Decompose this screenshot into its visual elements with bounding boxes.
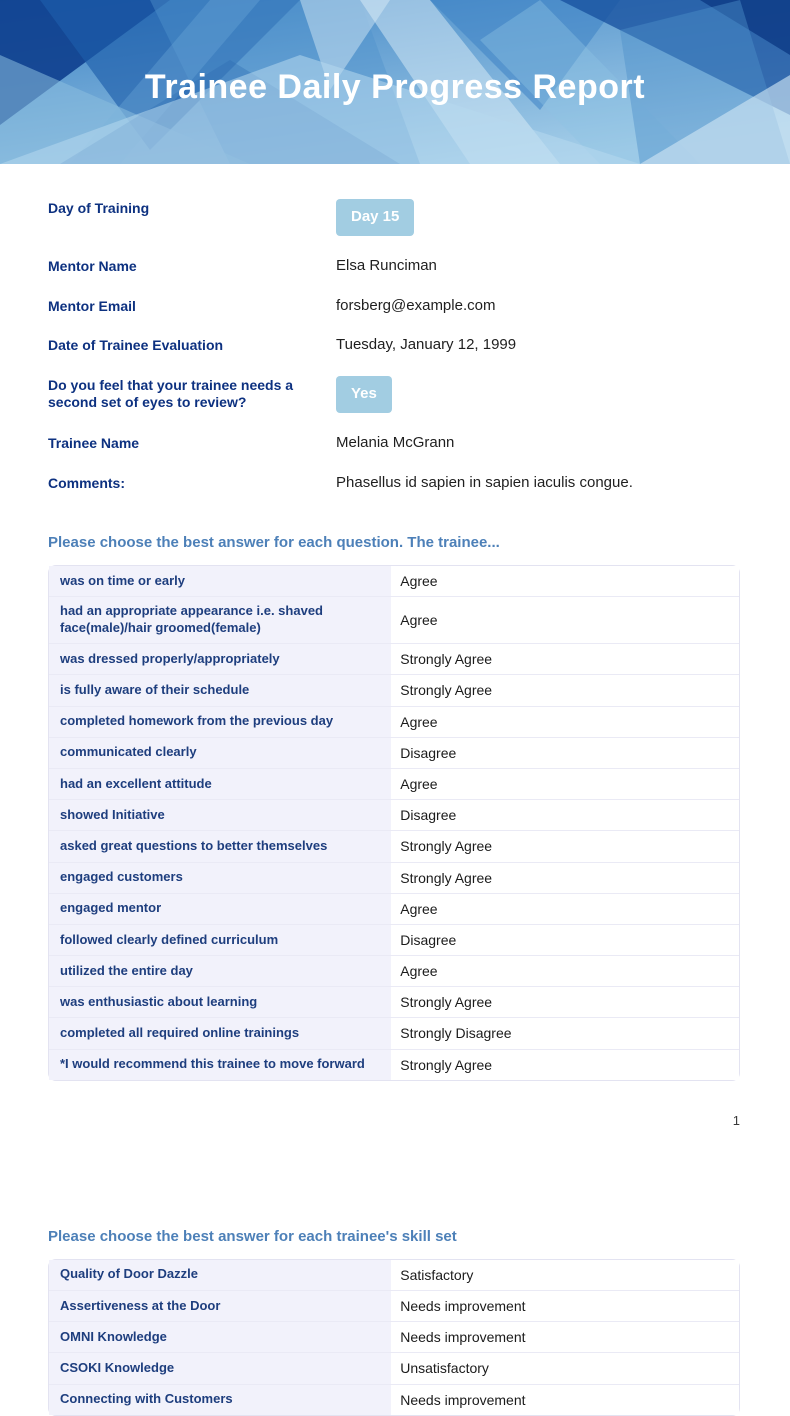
answer-cell: Strongly Agree <box>391 987 739 1018</box>
field-value-text: forsberg@example.com <box>336 296 496 314</box>
answer-cell: Strongly Disagree <box>391 1018 739 1049</box>
question-cell: Quality of Door Dazzle <box>49 1260 391 1291</box>
question-cell: had an excellent attitude <box>49 768 391 799</box>
field-value-badge: Day 15 <box>336 199 414 236</box>
question-cell: was enthusiastic about learning <box>49 987 391 1018</box>
answer-cell: Agree <box>391 597 739 644</box>
question-cell: was dressed properly/appropriately <box>49 644 391 675</box>
table-row <box>49 1384 739 1415</box>
table-row <box>49 1291 739 1322</box>
question-cell: asked great questions to better themselves <box>49 831 391 862</box>
field-value <box>336 433 740 453</box>
table-row <box>49 706 739 737</box>
answer-cell: Disagree <box>391 800 739 831</box>
field-row <box>48 198 740 236</box>
field-label: Do you feel that your trainee needs a second set of eyes to review? <box>48 377 294 411</box>
table-row <box>49 597 739 644</box>
question-cell: is fully aware of their schedule <box>49 675 391 706</box>
answer-cell: Strongly Agree <box>391 831 739 862</box>
answer-cell: Agree <box>391 768 739 799</box>
table-row <box>49 1049 739 1080</box>
answer-cell: Agree <box>391 706 739 737</box>
table-row <box>49 768 739 799</box>
table-row <box>49 675 739 706</box>
answer-cell: Strongly Agree <box>391 1049 739 1080</box>
table-row <box>49 737 739 768</box>
field-row <box>48 256 740 276</box>
field-row <box>48 473 740 493</box>
answer-cell: Strongly Agree <box>391 675 739 706</box>
table-row <box>49 566 739 597</box>
field-value <box>336 375 740 413</box>
answer-cell: Needs improvement <box>391 1291 739 1322</box>
field-label: Date of Trainee Evaluation <box>48 337 224 354</box>
table-row <box>49 1353 739 1384</box>
table-row <box>49 800 739 831</box>
question-cell: engaged customers <box>49 862 391 893</box>
table-row <box>49 956 739 987</box>
table-row <box>49 862 739 893</box>
field-value-text: Melania McGrann <box>336 433 455 451</box>
question-cell: followed clearly defined curriculum <box>49 924 391 955</box>
question-cell: was on time or early <box>49 566 391 597</box>
form-fields <box>48 198 740 492</box>
field-value <box>336 256 740 276</box>
question-cell: engaged mentor <box>49 893 391 924</box>
field-row <box>48 375 740 413</box>
answer-cell: Needs improvement <box>391 1384 739 1415</box>
table-row <box>49 924 739 955</box>
page-number: 1 <box>732 1112 740 1128</box>
answer-cell: Strongly Agree <box>391 644 739 675</box>
question-cell: showed Initiative <box>49 800 391 831</box>
question-cell: communicated clearly <box>49 737 391 768</box>
field-label: Mentor Name <box>48 257 137 274</box>
field-value-text: Tuesday, January 12, 1999 <box>336 336 517 354</box>
page-title: Trainee Daily Progress Report <box>144 68 646 106</box>
field-label: Trainee Name <box>48 434 140 451</box>
table-row <box>49 987 739 1018</box>
report-body <box>0 198 790 1416</box>
field-label: Day of Training <box>48 200 150 216</box>
question-cell: Connecting with Customers <box>49 1384 391 1415</box>
field-value-text: Elsa Runciman <box>336 256 437 274</box>
answer-cell: Disagree <box>391 924 739 955</box>
field-value <box>336 473 740 493</box>
question-cell: OMNI Knowledge <box>49 1322 391 1353</box>
table-row <box>49 644 739 675</box>
answer-cell: Agree <box>391 956 739 987</box>
answer-cell: Strongly Agree <box>391 862 739 893</box>
table-row <box>49 893 739 924</box>
field-row <box>48 335 740 355</box>
field-value-badge: Yes <box>336 376 392 413</box>
skills-table <box>48 1259 740 1416</box>
section-heading-skills: Please choose the best answer for each trainee's skill set <box>48 1227 457 1245</box>
table-row <box>49 1322 739 1353</box>
field-value <box>336 198 740 236</box>
question-cell: CSOKI Knowledge <box>49 1353 391 1384</box>
question-cell: Assertiveness at the Door <box>49 1291 391 1322</box>
question-cell: had an appropriate appearance i.e. shaved face(male)/hair groomed(female) <box>49 597 391 644</box>
table-row <box>49 1260 739 1291</box>
answer-cell: Needs improvement <box>391 1322 739 1353</box>
field-value <box>336 335 740 355</box>
section-heading-questions: Please choose the best answer for each question. The trainee... <box>48 534 500 552</box>
field-label: Mentor Email <box>48 297 136 314</box>
question-cell: completed all required online trainings <box>49 1018 391 1049</box>
question-cell: *I would recommend this trainee to move forward <box>49 1049 391 1080</box>
answer-cell: Agree <box>391 566 739 597</box>
table-row <box>49 1018 739 1049</box>
question-cell: utilized the entire day <box>49 956 391 987</box>
answer-cell: Agree <box>391 893 739 924</box>
questions-table <box>48 565 740 1081</box>
answer-cell: Satisfactory <box>391 1260 739 1291</box>
report-header <box>0 0 790 164</box>
answer-cell: Disagree <box>391 737 739 768</box>
field-label: Comments: <box>48 474 126 491</box>
field-row <box>48 296 740 316</box>
field-row <box>48 433 740 453</box>
field-value <box>336 296 740 316</box>
field-value-text: Phasellus id sapien in sapien iaculis congue. <box>336 473 633 491</box>
answer-cell: Unsatisfactory <box>391 1353 739 1384</box>
question-cell: completed homework from the previous day <box>49 706 391 737</box>
table-row <box>49 831 739 862</box>
